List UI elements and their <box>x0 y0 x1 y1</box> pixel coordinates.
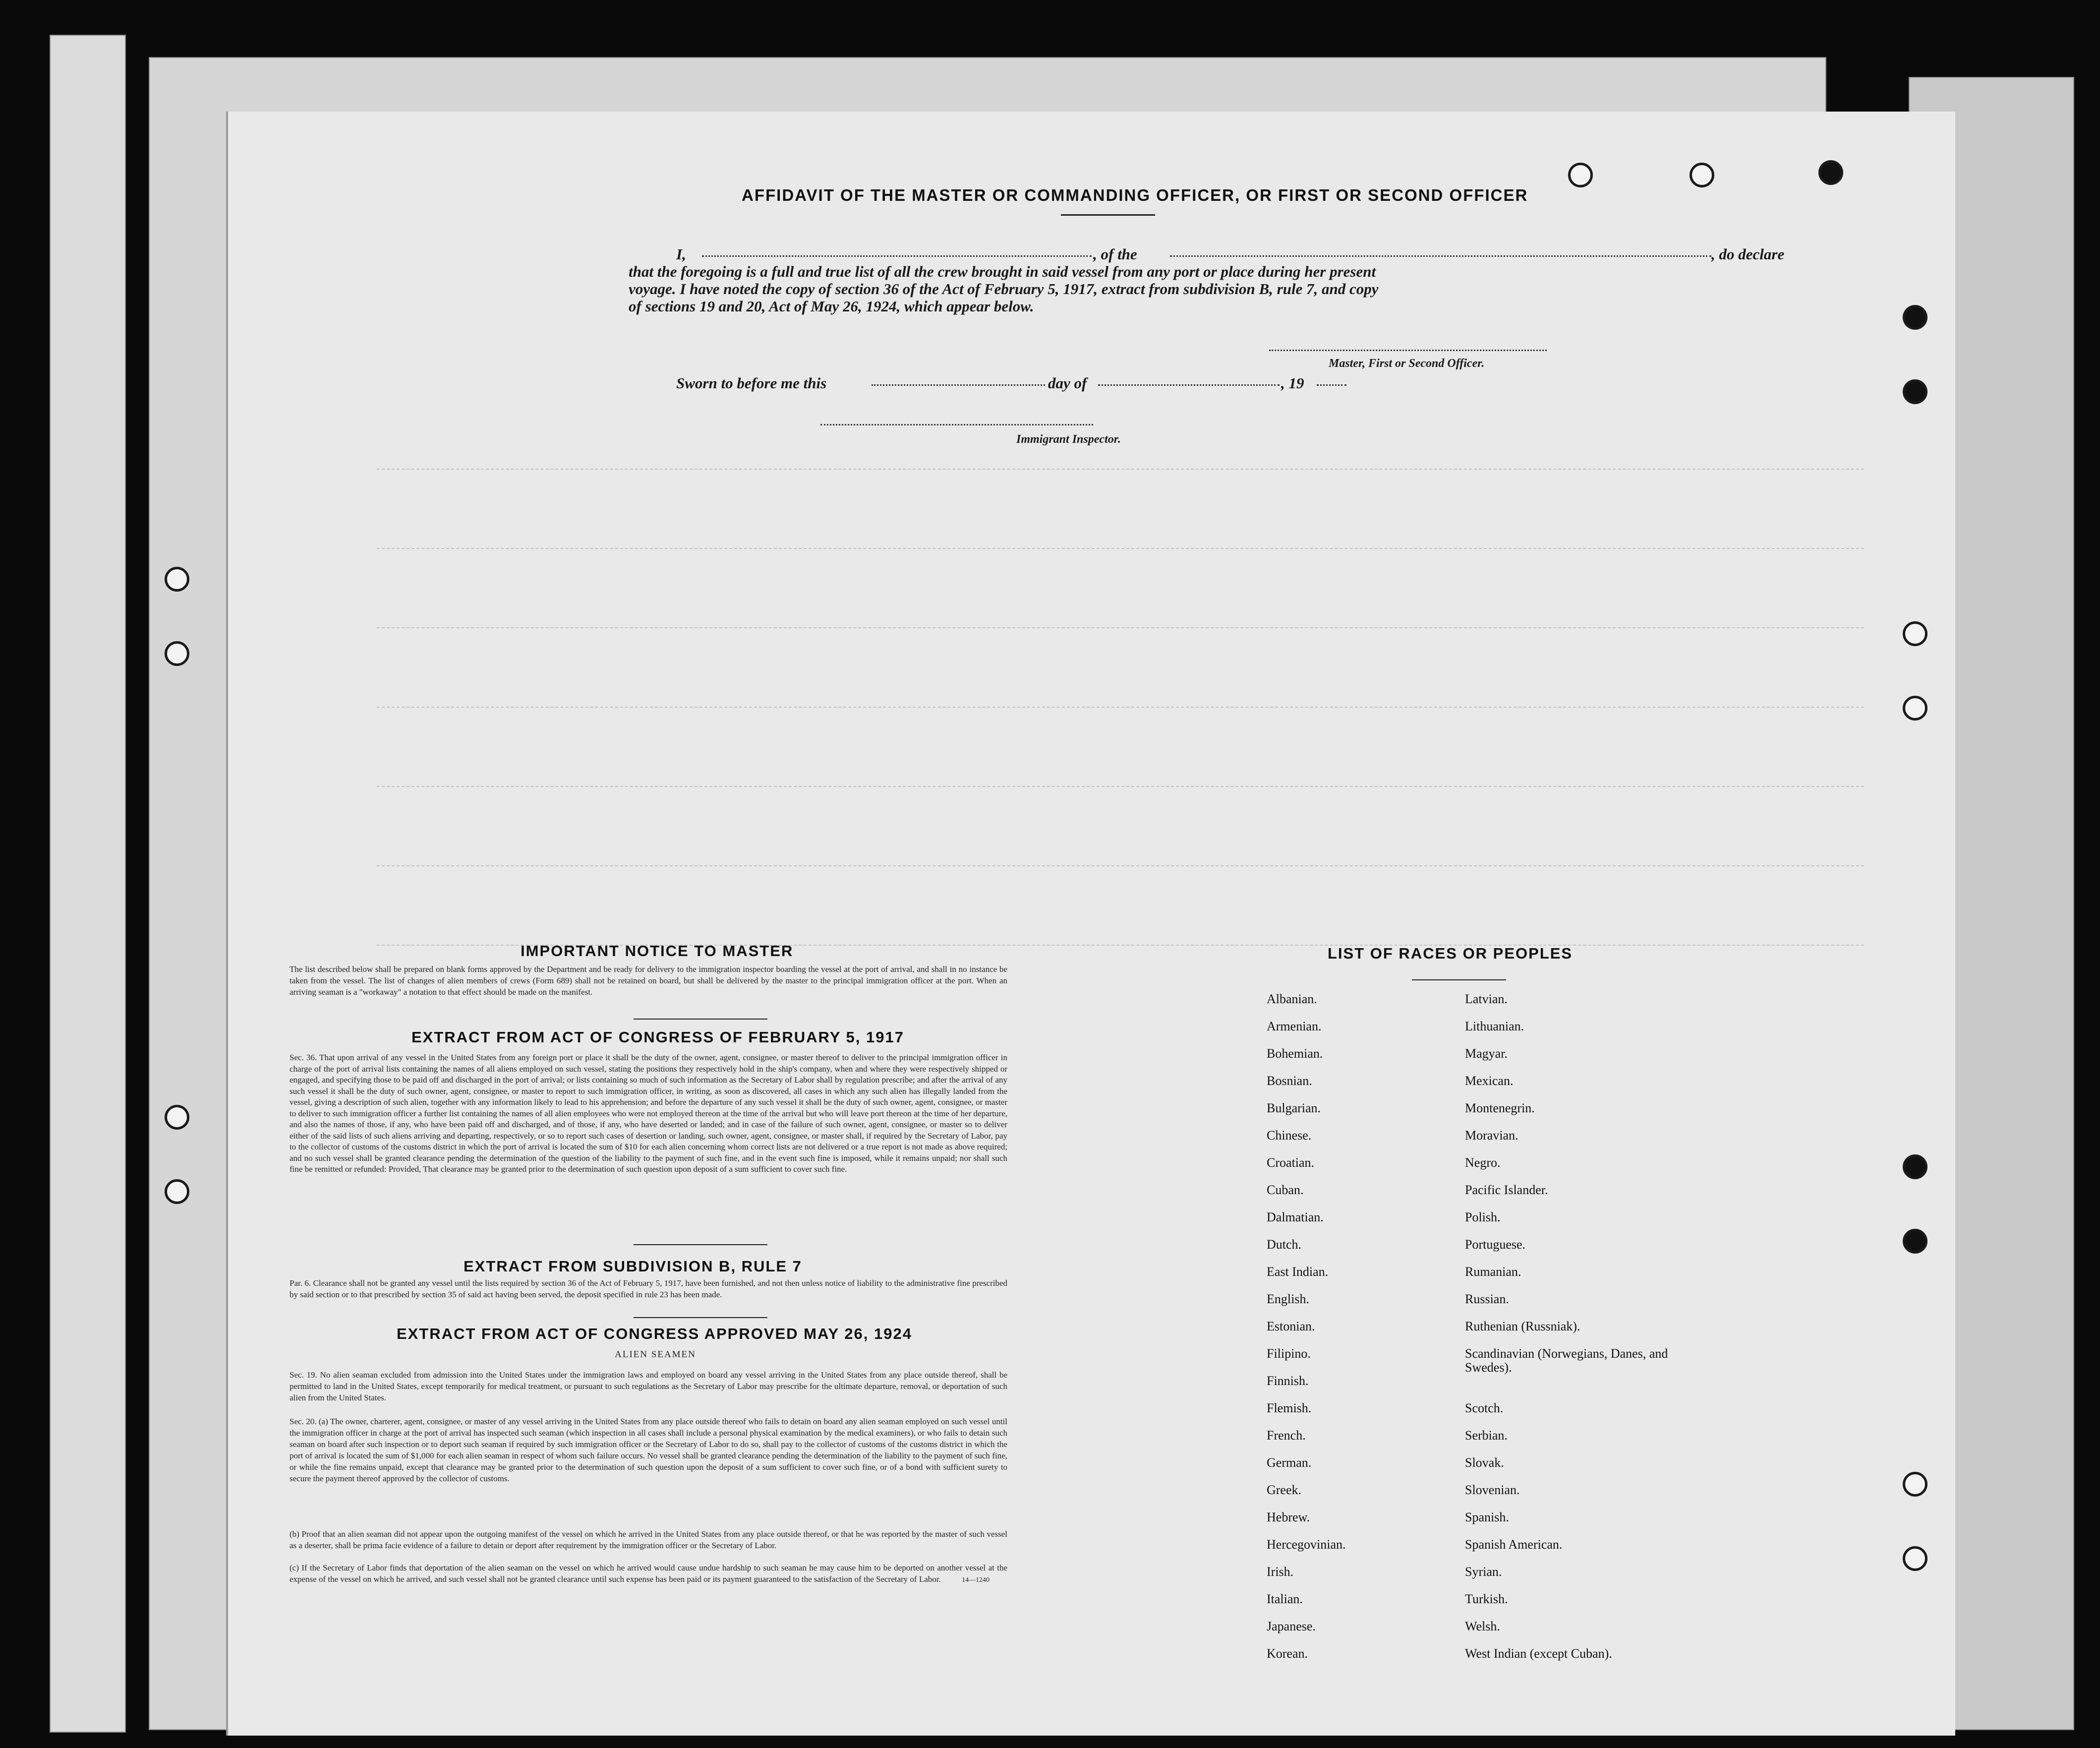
race-item: Negro. <box>1465 1155 1501 1170</box>
bleed-through-line <box>377 786 1864 787</box>
sworn-prefix: Sworn to before me this <box>676 374 827 392</box>
race-item: Armenian. <box>1267 1019 1322 1033</box>
race-item: Montenegrin. <box>1465 1101 1535 1115</box>
title-underline <box>1061 214 1155 216</box>
race-item: Japanese. <box>1267 1619 1316 1633</box>
race-item: Portuguese. <box>1465 1237 1526 1252</box>
race-item: Pacific Islander. <box>1465 1183 1548 1197</box>
binder-hole <box>1903 1546 1927 1571</box>
sec-19-text: Sec. 19. No alien seaman excluded from admission into the United States under the immigration laws and employed on board any vessel arriving in the United States from any place outside thereof, shall be permitted to land in the United States, except temporarily for medical treatment, or pursuant to such regulations as the Secretary of Labor may prescribe for the ultimate departure, removal, or deportation of such alien from the United States. <box>290 1370 1007 1402</box>
binder-hole <box>1903 696 1927 721</box>
race-item: Estonian. <box>1267 1319 1315 1333</box>
binder-hole <box>165 1105 189 1130</box>
race-item: Moravian. <box>1465 1128 1518 1143</box>
sworn-day-of: day of <box>1048 374 1087 392</box>
binder-hole <box>1903 379 1927 404</box>
extract-1917-text: Sec. 36. That upon arrival of any vessel in the United States from any foreign port or place it shall be the duty of the owner, agent, consignee, or master thereof to deliver to the principal immigration officer in charge of the port of arrival lists containing the names of all aliens employed on such vessel, stating the positions they respectively hold in the ship's company, when and where they were respectively shipped or engaged, and specifying those to be paid off and discharged in the port of arrival; or lists containing so much of such information as the Secretary of Labor shall by regulation prescribe; and after the arrival of any such vessel it shall be the duty of such owner, agent, consignee, or master to report to such immigration officer, in writing, as soon as discovered, all cases in which any such alien has illegally landed from the vessel, giving a description of such alien, together with any information likely to lead to his apprehension; and before the departure of any such vessel it shall be the duty of such owner, agent, consignee, or master to deliver to such immigration officer a further list containing the names of all alien employees who were not employed thereon at the time of the arrival but who will leave port thereon at the time of her departure, and also the names of those, if any, who have been paid off and discharged, and of those, if any, who have deserted or landed; and in case of the failure of such owner, agent, consignee, or master so to deliver either of the said lists of such aliens arriving and departing, respectively, or so to report such cases of desertion or landing, such owner, agent, consignee, or master shall, if required by the Secretary of Labor, pay to the collector of customs of the customs district in which the port of arrival is located the sum of $10 for each alien concerning whom correct lists are not delivered or a true report is not made as above required; and no such vessel shall be granted clearance pending the determination of the question of the liability to the payment of such fine, and in the event such fine is imposed, while it remains unpaid; nor shall such fine be remitted or refunded: Provided, That clearance may be granted prior to the determination of such question upon deposit of a sum sufficient to cover such fine. <box>290 1053 1007 1174</box>
races-left-column <box>1267 992 1455 1674</box>
binder-hole <box>1690 163 1714 187</box>
race-item: Albanian. <box>1267 992 1317 1006</box>
race-item: Scotch. <box>1465 1401 1504 1415</box>
race-item: Bulgarian. <box>1267 1101 1321 1115</box>
separator-rule <box>634 1244 767 1245</box>
binder-hole <box>1818 160 1843 185</box>
binder-hole <box>1568 163 1593 187</box>
inspector-label: Immigrant Inspector. <box>1016 433 1121 446</box>
bleed-through-line <box>377 707 1864 708</box>
race-item: Korean. <box>1267 1646 1308 1661</box>
race-item: Rumanian. <box>1465 1265 1521 1279</box>
race-item: Latvian. <box>1465 992 1508 1006</box>
sworn-day-blank[interactable] <box>872 384 1045 386</box>
subdivision-b-text: Par. 6. Clearance shall not be granted any vessel until the lists required by section 36 of the Act of February 5, 1917, have been furnished, and not then unless notice of liability to the administrative fine prescribed by said section or to that prescribed by section 35 of said act having been served, the deposit specified in rule 23 has been made. <box>290 1278 1007 1299</box>
race-item: Slovak. <box>1465 1455 1504 1470</box>
affidavit-line-2: that the foregoing is a full and true list of all the crew brought in said vessel from any port or place during her present <box>629 263 1376 280</box>
race-item: Flemish. <box>1267 1401 1312 1415</box>
master-signature-label: Master, First or Second Officer. <box>1329 357 1485 370</box>
separator-rule <box>634 1317 767 1318</box>
race-item: Dalmatian. <box>1267 1210 1324 1224</box>
race-item: Finnish. <box>1267 1374 1309 1388</box>
race-item: Turkish. <box>1465 1592 1508 1606</box>
extract-1924-title: EXTRACT FROM ACT OF CONGRESS APPROVED MAY 26, 1924 <box>397 1325 912 1342</box>
affidavit-title: AFFIDAVIT OF THE MASTER OR COMMANDING OFFICER, OR FIRST OR SECOND OFFICER <box>742 186 1528 204</box>
race-item: Polish. <box>1465 1210 1501 1224</box>
race-item: Magyar. <box>1465 1046 1508 1061</box>
name-blank[interactable] <box>702 255 1092 257</box>
notice-text: The list described below shall be prepared on blank forms approved by the Department and be ready for delivery to the immigration inspector boarding the vessel at the port of arrival, and shall in no instance be taken from the vessel. The list of changes of alien members of crews (Form 689) shall not be retained on board, but shall be delivered by the master to the principal immigration officer at the port. When an arriving seaman is a "workaway" a notation to that effect should be made on the manifest. <box>290 964 1007 997</box>
race-item: Ruthenian (Russniak). <box>1465 1319 1580 1333</box>
race-item: East Indian. <box>1267 1265 1329 1279</box>
affidavit-of-the: , of the <box>1093 245 1137 263</box>
race-item: Scandinavian (Norwegians, Danes, and Swedes). <box>1465 1346 1668 1375</box>
race-item: West Indian (except Cuban). <box>1465 1646 1612 1661</box>
binder-hole <box>165 641 189 666</box>
alien-seamen-subtitle: ALIEN SEAMEN <box>615 1349 696 1360</box>
race-item: Croatian. <box>1267 1155 1315 1170</box>
race-item: Italian. <box>1267 1592 1303 1606</box>
race-item: Spanish. <box>1465 1510 1509 1524</box>
races-title: LIST OF RACES OR PEOPLES <box>1328 945 1573 962</box>
binder-hole <box>1903 1154 1927 1179</box>
sworn-month-blank[interactable] <box>1098 384 1280 386</box>
race-item: Spanish American. <box>1465 1537 1563 1552</box>
races-title-underline <box>1412 979 1506 980</box>
sworn-year: , 19 <box>1281 374 1304 392</box>
race-item: Serbian. <box>1465 1428 1508 1443</box>
affidavit-line-3: voyage. I have noted the copy of section 36 of the Act of February 5, 1917, extract from subdivision B, rule 7, and copy <box>629 280 1379 298</box>
races-right-column <box>1465 992 1673 1674</box>
separator-rule <box>634 1019 767 1020</box>
bleed-through-line <box>377 469 1864 470</box>
race-item: Welsh. <box>1465 1619 1500 1633</box>
race-item: German. <box>1267 1455 1312 1470</box>
binder-hole <box>1903 1472 1927 1497</box>
vessel-blank[interactable] <box>1170 255 1711 257</box>
form-page <box>226 112 1955 1736</box>
race-item: Cuban. <box>1267 1183 1304 1197</box>
form-number: 14—1240 <box>962 1576 990 1584</box>
affidavit-i-label: I, <box>676 245 686 263</box>
race-item: Russian. <box>1465 1292 1509 1306</box>
race-item: Lithuanian. <box>1465 1019 1524 1033</box>
race-item: Greek. <box>1267 1483 1302 1497</box>
sec-20c-text: (c) If the Secretary of Labor finds that deportation of the alien seaman on the vessel on which he arrived would cause undue hardship to such seaman he may cause him to be deported on another vessel at the expense of the vessel on which he arrived, and such vessel shall not be granted clearance until such expense has been paid or its payment guaranteed to the satisfaction of the Secretary of Labor. <box>290 1563 1007 1584</box>
bleed-through-line <box>377 627 1864 628</box>
sec-20a-text: Sec. 20. (a) The owner, charterer, agent, consignee, or master of any vessel arriving in the United States from any place outside thereof who fails to detain on board any alien seaman employed on such vessel until the immigration officer in charge at the port of arrival has inspected such seaman (which inspection in all cases shall include a personal physical examination by the medical examiners), or who fails to detain such seaman on board after such inspection or to deport such seaman if required by such immigration officer or the Secretary of Labor to do so, shall pay to the collector of customs of the customs district in which the port of arrival is located the sum of $1,000 for each alien seaman in respect of whom such failure occurs. No vessel shall be granted clearance pending the determination of the liability to the payment of such fine, or while the fine remains unpaid, except that clearance may be granted prior to the determination of such question upon the deposit of a sum sufficient to cover such fine, or of a bond with sufficient surety to secure the payment thereof approved by the collector of customs. <box>290 1417 1007 1483</box>
binder-hole <box>1903 305 1927 330</box>
sworn-year-blank[interactable] <box>1317 384 1346 386</box>
binder-hole <box>1903 1229 1927 1254</box>
binder-hole <box>165 567 189 592</box>
back-sheet-left <box>50 35 126 1733</box>
master-signature-line[interactable] <box>1269 350 1547 351</box>
race-item: Irish. <box>1267 1565 1294 1579</box>
binder-hole <box>1903 621 1927 646</box>
race-item: Hebrew. <box>1267 1510 1310 1524</box>
race-item: Mexican. <box>1465 1074 1514 1088</box>
extract-1917-title: EXTRACT FROM ACT OF CONGRESS OF FEBRUARY 5, 1917 <box>411 1028 904 1046</box>
bleed-through-line <box>377 865 1864 866</box>
sec-20b-text: (b) Proof that an alien seaman did not appear upon the outgoing manifest of the vessel on which he arrived in the United States from any place outside thereof, or that he was reported by the master of such vessel as a deserter, shall be prima facie evidence of a failure to detain or deport after requirement by the immigration officer or the Secretary of Labor. <box>290 1529 1007 1550</box>
race-item: Filipino. <box>1267 1346 1311 1361</box>
race-item: Chinese. <box>1267 1128 1312 1143</box>
race-item: Dutch. <box>1267 1237 1302 1252</box>
notice-title: IMPORTANT NOTICE TO MASTER <box>521 942 794 960</box>
bleed-through-line <box>377 548 1864 549</box>
affidavit-line-4: of sections 19 and 20, Act of May 26, 1924, which appear below. <box>629 298 1034 315</box>
affidavit-declare: , do declare <box>1711 245 1785 263</box>
subdivision-b-title: EXTRACT FROM SUBDIVISION B, RULE 7 <box>464 1258 802 1275</box>
race-item: Bohemian. <box>1267 1046 1323 1061</box>
inspector-signature-line[interactable] <box>820 424 1093 425</box>
race-item: Syrian. <box>1465 1565 1502 1579</box>
race-item: French. <box>1267 1428 1306 1443</box>
binder-hole <box>165 1179 189 1204</box>
race-item: Bosnian. <box>1267 1074 1312 1088</box>
race-item: Hercegovinian. <box>1267 1537 1346 1552</box>
race-item: English. <box>1267 1292 1309 1306</box>
race-item: Slovenian. <box>1465 1483 1520 1497</box>
